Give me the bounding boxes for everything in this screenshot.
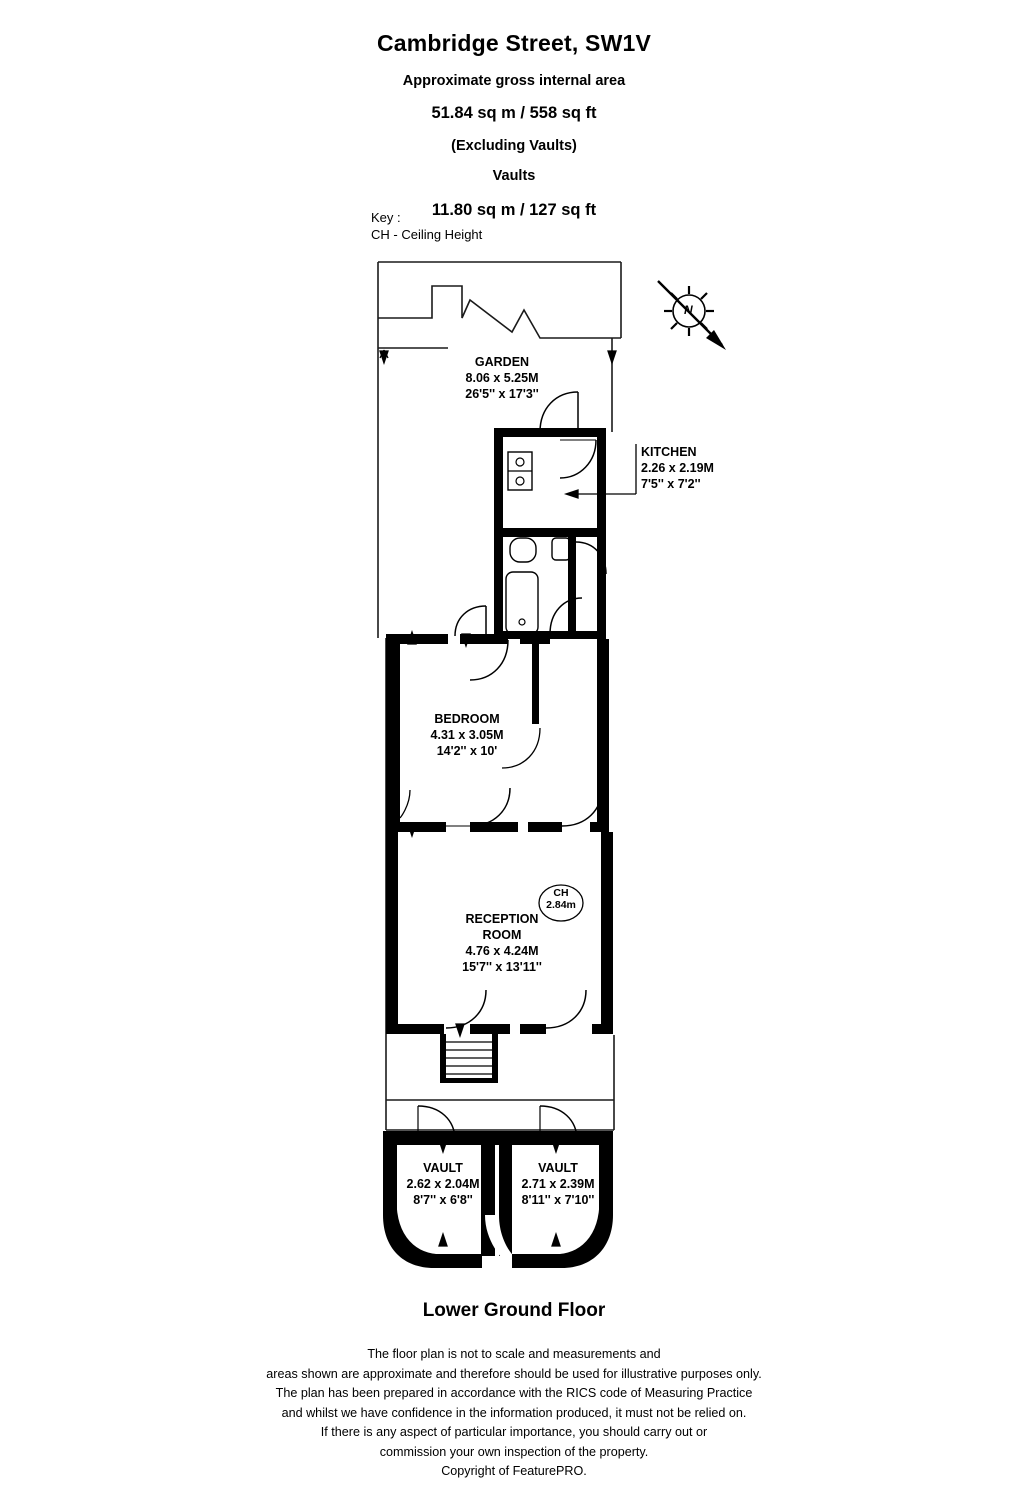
reception-imperial: 15'7'' x 13'11'': [462, 960, 542, 974]
area-note: (Excluding Vaults): [451, 138, 577, 154]
garden-metric: 8.06 x 5.25M: [465, 371, 539, 385]
vault-left-imperial: 8'7'' x 6'8'': [413, 1193, 473, 1207]
bedroom-name: BEDROOM: [434, 712, 500, 726]
vault-left-metric: 2.62 x 2.04M: [406, 1177, 480, 1191]
room-label-vault-right: [493, 1160, 623, 1208]
bedroom-imperial: 14'2'' x 10': [436, 744, 498, 758]
room-label-kitchen: [641, 444, 791, 492]
kitchen-metric: 2.26 x 2.19M: [641, 461, 714, 475]
reception-name2: ROOM: [482, 928, 522, 942]
ceiling-height-annotation: [531, 887, 591, 911]
vaults-caption: Vaults: [492, 168, 536, 184]
vault-right-name: VAULT: [538, 1161, 578, 1175]
disclaimer-line-3: The plan has been prepared in accordance with the RICS code of Measuring Practice: [275, 1386, 753, 1400]
vault-left-name: VAULT: [423, 1161, 463, 1175]
floor-label: Lower Ground Floor: [422, 1300, 606, 1321]
disclaimer: [0, 1345, 1028, 1482]
area-value: 51.84 sq m / 558 sq ft: [431, 104, 597, 122]
room-label-garden: [432, 354, 572, 402]
room-label-reception: [432, 911, 572, 975]
reception-name: RECEPTION: [465, 912, 539, 926]
disclaimer-line-4: and whilst we have confidence in the information produced, it must not be relied on.: [281, 1405, 747, 1420]
room-label-bedroom: [397, 711, 537, 759]
vault-right-metric: 2.71 x 2.39M: [521, 1177, 595, 1191]
disclaimer-line-1: The floor plan is not to scale and measurements and: [367, 1347, 661, 1361]
compass-north-label: N: [684, 303, 693, 317]
ch-label: CH: [553, 887, 569, 899]
kitchen-imperial: 7'5'' x 7'2'': [641, 477, 701, 491]
key-ch-line: CH - Ceiling Height: [371, 227, 483, 242]
disclaimer-line-6: commission your own inspection of the property.: [379, 1444, 649, 1459]
disclaimer-line-5: If there is any aspect of particular importance, you should carry out or: [320, 1425, 708, 1439]
page-title: Cambridge Street, SW1V: [376, 30, 652, 56]
disclaimer-line-2: areas shown are approximate and therefore should be used for illustrative purposes only.: [266, 1366, 762, 1381]
ch-value: 2.84m: [546, 899, 576, 911]
kitchen-name: KITCHEN: [641, 445, 697, 459]
garden-name: GARDEN: [474, 355, 530, 369]
room-label-vault-left: [378, 1160, 508, 1208]
walls: [383, 428, 613, 1268]
copyright: Copyright of FeaturePRO.: [441, 1464, 587, 1478]
garden-imperial: 26'5'' x 17'3'': [465, 387, 539, 401]
vaults-value: 11.80 sq m / 127 sq ft: [431, 201, 597, 219]
reception-metric: 4.76 x 4.24M: [465, 944, 539, 958]
area-caption: Approximate gross internal area: [402, 73, 626, 89]
vault-right-imperial: 8'11'' x 7'10'': [521, 1193, 595, 1207]
bedroom-metric: 4.31 x 3.05M: [430, 728, 504, 742]
key-title: Key :: [371, 210, 401, 225]
